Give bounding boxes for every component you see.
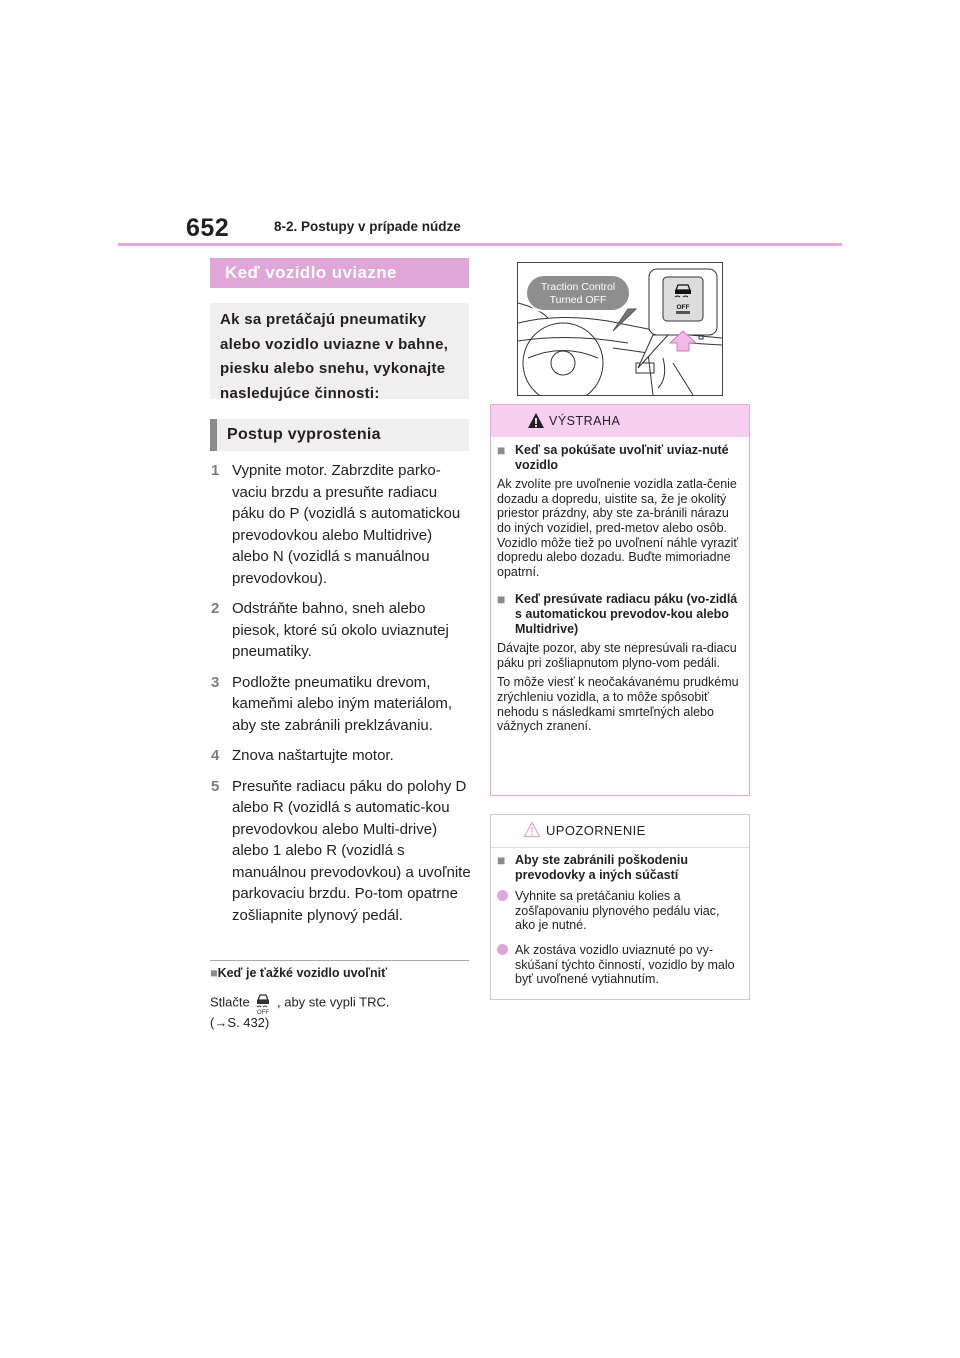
note-text-after: , aby ste vypli TRC. [277,994,390,1010]
warning-subheading-text: Keď sa pokúšate uvoľniť uviaz-nuté vozidlo [515,443,729,472]
step-text: Vypnite motor. Zabrzdite parko-vaciu brzdu a presuňte radiacu páku do P (vozidlá s automatickou prevodovkou alebo Multidrive) alebo N (vozidlá s manuálnou prevodovkou). [232,462,461,587]
notice-box [490,814,750,1000]
dashboard-illustration [517,262,723,396]
warning-content [497,443,743,734]
header-divider [118,243,842,246]
svg-text:Traction Control: Traction Control [540,281,616,293]
warning-subheading [497,592,743,636]
notice-subheading-text: Aby ste zabránili poškodeniu prevodovky a iných súčastí [515,853,688,882]
notice-bullet [497,943,743,987]
step-text: Presuňte radiacu páku do polohy D alebo R (vozidlá s automatic-kou prevodovkou alebo Multi-drive) alebo 1 alebo R (vozidlá s manuálnou prevodovkou) a uvoľnite parkovaciu brzdu. Po-tom opatrne zošliapnite plynový pedál. [232,777,471,924]
square-bullet-icon: ■ [497,852,506,868]
heading-procedure: Postup vyprostenia [210,419,469,451]
note-body [210,991,469,1030]
bullet-dot-icon [497,944,508,955]
warning-paragraph: Dávajte pozor, aby ste nepresúvali ra-diacu páku pri zošliapnutom plyno-vom pedáli. [497,641,737,670]
notice-label: UPOZORNENIE [546,823,646,838]
warning-box [490,404,750,796]
square-bullet-icon: ■ [210,966,218,980]
square-bullet-icon: ■ [497,591,506,608]
page-reference: (→S. 432) [210,1015,270,1030]
notice-bullet-text: Ak zostáva vozidlo uviaznuté po vy-skúšaní týchto činností, vozidlo by malo byť uvoľnené vytiahnutím. [515,942,735,987]
step-item [210,745,472,767]
step-number: 3 [211,673,220,691]
step-number: 5 [211,777,220,795]
dashboard-drawing [518,263,722,395]
page-number: 652 [186,214,230,242]
warning-subheading-text: Keď presúvate radiacu páku (vo-zidlá s automatickou prevodov-kou alebo Multidrive) [515,592,738,636]
warning-triangle-icon [527,412,545,429]
notice-subheading [497,853,743,882]
step-number: 4 [211,747,220,764]
notice-content [497,853,743,987]
warning-paragraph: Ak zvolíte pre uvoľnenie vozidla zatla-čenie dozadu a dopredu, uistite sa, že je okolitý priestor prázdny, aby ste za-bránili nárazu do iných vozidiel, pred-metov alebo osôb. Vozidlo môže tiež po uvoľnení náhle vyraziť dopredu alebo dozadu. Buďte mimoriadne opatrní. [497,477,739,579]
step-item [210,598,472,663]
note-divider [210,960,469,961]
notice-header [491,815,749,848]
step-item [210,672,472,737]
warning-paragraph: To môže viesť k neočakávanému prudkému zrýchleniu vozidla, a to môže spôsobiť nehodu s následkami smrteľných alebo vážnych zranení. [497,675,739,734]
step-item [210,460,472,589]
note-title-text: Keď je ťažké vozidlo uvoľniť [217,966,388,980]
intro-box: Ak sa pretáčajú pneumatiky alebo vozidlo uviazne v bahne, piesku alebo snehu, vykonajte nasledujúce činnosti: [210,303,469,399]
trc-off-icon [253,991,273,1015]
svg-text:OFF: OFF [257,1010,270,1015]
section-title: 8-2. Postupy v prípade núdze [274,219,461,234]
caution-triangle-icon [523,821,541,838]
note-title [210,966,387,980]
step-number: 2 [211,600,220,617]
step-number: 1 [211,462,220,479]
step-text: Znova naštartujte motor. [232,747,394,764]
step-text: Odstráňte bahno, sneh alebo piesok, ktoré sú okolo uviaznutej pneumatiky. [232,600,449,660]
steps-list [210,460,472,935]
svg-text:OFF: OFF [676,304,690,311]
heading-stuck-vehicle: Keď vozidlo uviazne [210,258,469,288]
step-item [210,776,472,927]
warning-subheading [497,443,743,472]
note-text-before: Stlačte [210,994,250,1010]
svg-text:Turned OFF: Turned OFF [549,294,607,306]
step-text: Podložte pneumatiku drevom, kameňmi alebo iným materiálom, aby ste zabránili preklzávaniu. [232,673,453,734]
warning-header [491,405,749,437]
warning-label: VÝSTRAHA [549,414,621,428]
notice-bullet-text: Vyhnite sa pretáčaniu kolies a zošľapovaniu plynového pedálu viac, ako je nutné. [515,889,720,933]
square-bullet-icon: ■ [497,442,506,458]
bullet-dot-icon [497,890,508,901]
notice-bullet [497,889,743,933]
